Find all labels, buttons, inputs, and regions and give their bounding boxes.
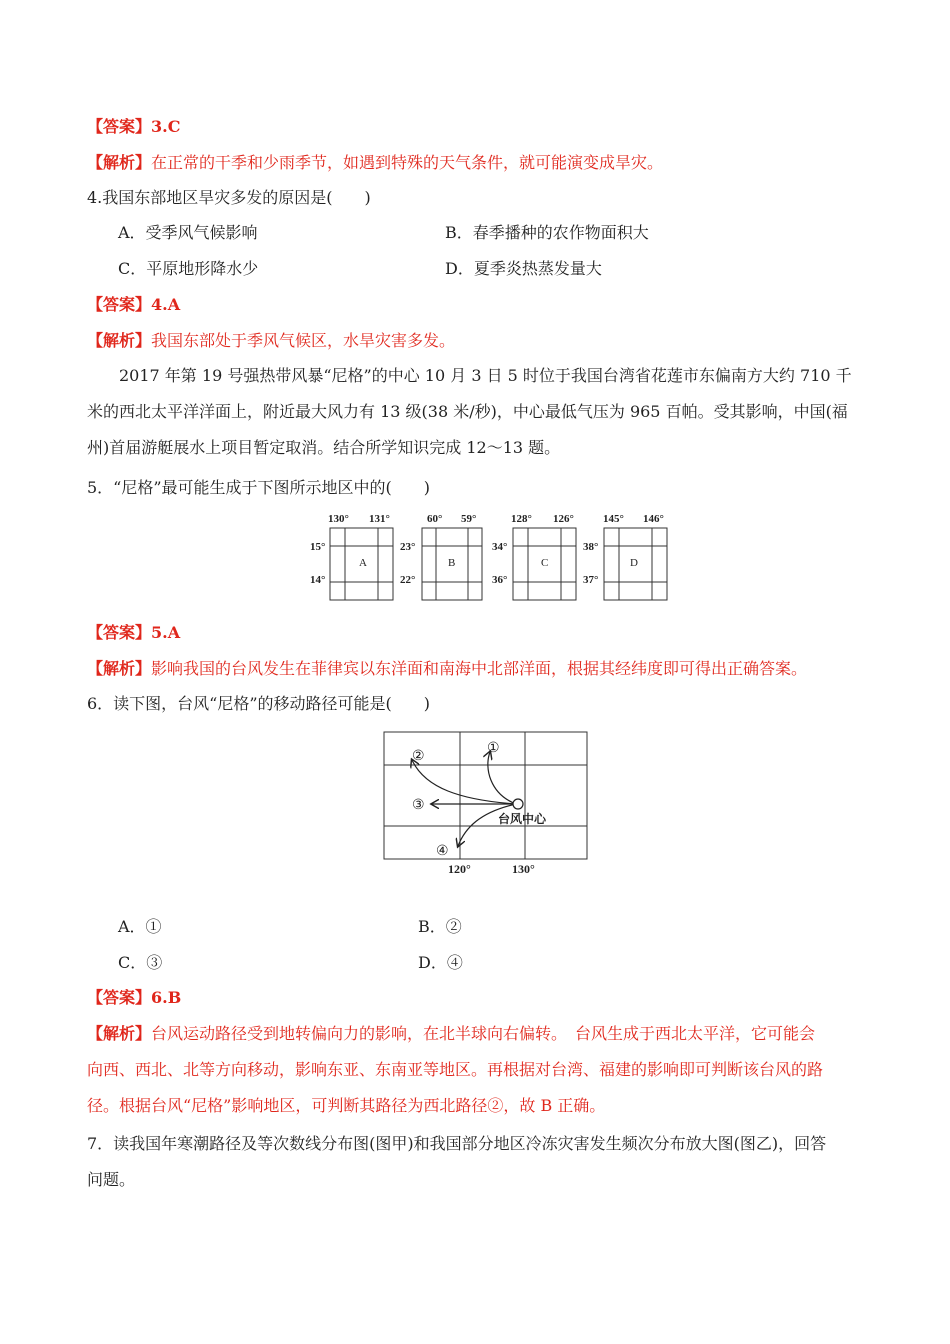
analysis-line-q5 (87, 658, 807, 680)
path-2-curve (412, 760, 516, 804)
grid-b (400, 513, 476, 586)
grid-d-lon-right: 146° (643, 513, 664, 525)
path-1-curve (488, 752, 516, 804)
q6-option-a: A．① (118, 917, 162, 936)
question-4-stem: 4.我国东部地区旱灾多发的原因是( ) (87, 188, 371, 207)
analysis-tag: 【解析】 (87, 659, 152, 678)
grid-b-lat-top: 23° (400, 541, 416, 553)
answer-tag: 【答案】 (87, 117, 152, 136)
q4-option-d: D．夏季炎热蒸发量大 (445, 259, 602, 278)
answer-tag: 【答案】 (87, 623, 152, 642)
analysis-tag: 【解析】 (87, 1024, 152, 1043)
analysis-line-q3 (87, 152, 663, 174)
grid-b-lat-bottom: 22° (400, 574, 416, 586)
typhoon-center-marker (513, 799, 523, 809)
answer-value: 3.C (151, 117, 181, 136)
analysis-line-q4 (87, 330, 455, 352)
passage-line: 2017 年第 19 号强热带风暴“尼格”的中心 10 月 3 日 5 时位于我国台湾省花莲市东偏南方大约 710 千 (87, 366, 852, 385)
grid-b-lon-right: 59° (461, 513, 477, 525)
grid-a-lon-left: 130° (328, 513, 349, 525)
grid-b-lon-left: 60° (427, 513, 443, 525)
answer-value: 6.B (151, 988, 182, 1007)
grid-c-lat-top: 34° (492, 541, 508, 553)
q6-option-c: C．③ (118, 953, 163, 972)
grid-c-lon-right: 126° (553, 513, 574, 525)
answer-tag: 【答案】 (87, 988, 152, 1007)
q6-option-d: D．④ (418, 953, 463, 972)
answer-value: 4.A (151, 295, 181, 314)
grid-b-label: B (448, 557, 456, 569)
path-2-label: ② (412, 749, 425, 764)
q4-option-b: B．春季播种的农作物面积大 (445, 223, 649, 242)
analysis-text: 在正常的干季和少雨季节，如遇到特殊的天气条件，就可能演变成旱灾。 (151, 153, 664, 172)
analysis-text: 台风运动路径受到地转偏向力的影响，在北半球向右偏转。 台风生成于西北太平洋，它可能会 (151, 1024, 816, 1043)
path-4-label: ④ (436, 844, 449, 859)
grid-d-label: D (630, 557, 638, 569)
answer-line-q5 (87, 622, 180, 644)
analysis-text: 影响我国的台风发生在菲律宾以东洋面和南海中北部洋面，根据其经纬度即可得出正确答案。 (151, 659, 808, 678)
question-6-stem: 6．读下图，台风“尼格”的移动路径可能是( ) (87, 694, 431, 713)
passage (87, 358, 865, 466)
typhoon-path-map (370, 728, 595, 880)
grid-c (492, 513, 574, 586)
grid-a-lat-top: 15° (310, 541, 326, 553)
answer-line-q4 (87, 294, 180, 316)
analysis-tag: 【解析】 (87, 153, 152, 172)
q4-option-c: C．平原地形降水少 (118, 259, 259, 278)
grid-d-lat-bottom: 37° (583, 574, 599, 586)
grid-c-label: C (541, 557, 549, 569)
analysis-line (87, 1016, 865, 1052)
question-5-stem: 5．“尼格”最可能生成于下图所示地区中的( ) (87, 478, 431, 497)
path-1-label: ① (487, 741, 500, 756)
grid-c-lon-left: 128° (511, 513, 532, 525)
lon-120-label: 120° (448, 862, 471, 876)
grid-a-lat-bottom: 14° (310, 574, 326, 586)
question-7-stem (87, 1126, 865, 1198)
analysis-tag: 【解析】 (87, 331, 152, 350)
answer-value: 5.A (151, 623, 181, 642)
answer-line-q3 (87, 116, 180, 138)
path-3-label: ③ (412, 798, 425, 813)
typhoon-center-label: 台风中心 (498, 812, 547, 826)
analysis-q6 (87, 1016, 865, 1124)
grid-d-lon-left: 145° (603, 513, 624, 525)
grid-c-lat-bottom: 36° (492, 574, 508, 586)
q4-option-a: A．受季风气候影响 (118, 223, 258, 242)
q7-line: 7．读我国年寒潮路径及等次数线分布图(图甲)和我国部分地区冷冻灾害发生频次分布放大图(图乙)，回答 (87, 1134, 827, 1153)
q6-option-b: B．② (418, 917, 462, 936)
lon-130-label: 130° (512, 862, 535, 876)
grid-a-label: A (359, 557, 367, 569)
answer-tag: 【答案】 (87, 295, 152, 314)
latlon-grid-figure (305, 510, 685, 605)
passage-line: 州)首届游艇展水上项目暂定取消。结合所学知识完成 12～13 题。 (87, 438, 561, 457)
analysis-text: 我国东部处于季风气候区，水旱灾害多发。 (151, 331, 456, 350)
passage-line: 米的西北太平洋洋面上，附近最大风力有 13 级(38 米/秒)，中心最低气压为 965 百帕。受其影响，中国(福 (87, 402, 848, 421)
answer-line-q6 (87, 987, 181, 1009)
grid-a-lon-right: 131° (369, 513, 390, 525)
analysis-line: 向西、西北、北等方向移动，影响东亚、东南亚等地区。再根据对台湾、福建的影响即可判断该台风的路 (87, 1060, 824, 1079)
analysis-line: 径。根据台风“尼格”影响地区，可判断其路径为西北路径②，故 B 正确。 (87, 1096, 606, 1115)
grid-d-lat-top: 38° (583, 541, 599, 553)
q7-line: 问题。 (87, 1170, 136, 1189)
